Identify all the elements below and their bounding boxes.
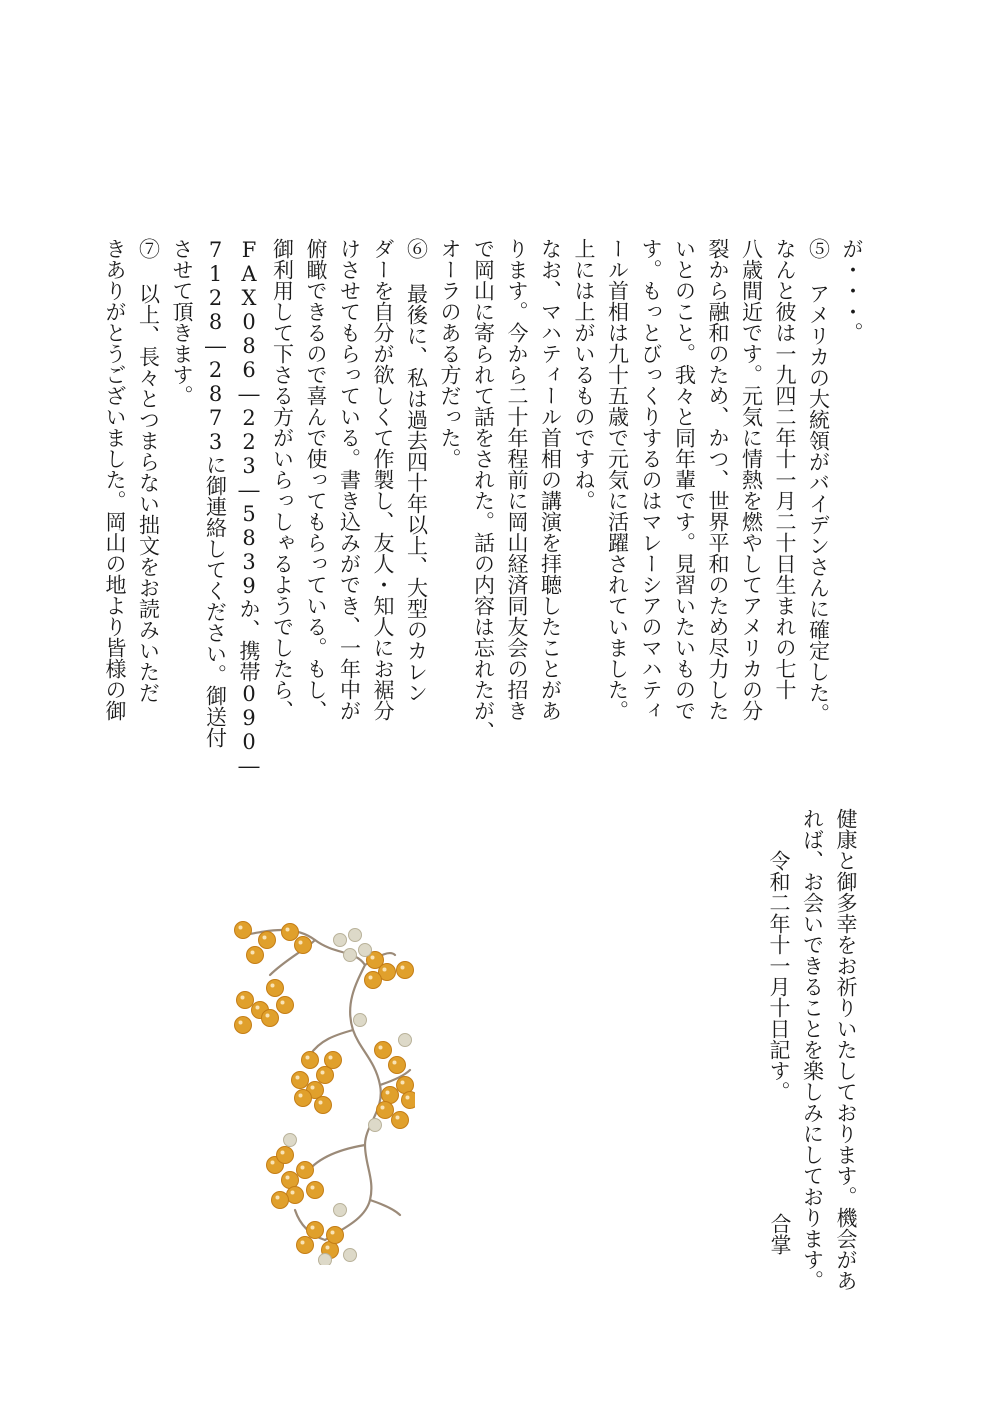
berry-highlight (299, 1094, 303, 1098)
berry-highlight (381, 1106, 385, 1110)
pale-berry (319, 1254, 332, 1266)
pale-berry (284, 1134, 297, 1147)
berry-highlight (239, 926, 243, 930)
orange-berry (377, 1102, 394, 1119)
text-line: 八歳間近です。元気に情熱を燃やしてアメリカの分 (739, 238, 764, 721)
orange-berry (292, 1072, 309, 1089)
berry-highlight (393, 1061, 397, 1065)
berry-highlight (311, 1186, 315, 1190)
text-line: 裂から融和のため、かつ、世界平和のため尽力した (706, 238, 730, 721)
berry-highlight (286, 928, 290, 932)
text-line: オーラのある方だった。 (438, 238, 462, 469)
orange-berry (315, 1097, 332, 1114)
berry-highlight (271, 984, 275, 988)
berry-highlight (256, 1006, 260, 1010)
orange-berry (365, 972, 382, 989)
berry-highlight (306, 1056, 310, 1060)
text-line: ⑥ 最後に、私は過去四十年以上、大型のカレン (404, 238, 429, 703)
text-line: いとのこと。我々と同年輩です。見習いたいもので (672, 238, 697, 721)
text-line: 俯瞰できるので喜んで使ってもらっている。もし、 (304, 238, 328, 721)
berry-highlight (311, 1226, 315, 1230)
orange-berry (397, 1077, 414, 1094)
orange-berry (287, 1187, 304, 1204)
orange-berry (267, 980, 284, 997)
text-line: が・・・。 (840, 238, 864, 343)
berry-highlight (281, 1151, 285, 1155)
berry-branch-image (215, 910, 415, 1265)
berry-highlight (379, 1046, 383, 1050)
berry-highlight (383, 968, 387, 972)
pale-berry (344, 1249, 357, 1262)
text-line: ⑤ アメリカの大統領がバイデンさんに確定した。 (806, 238, 831, 724)
berry-highlight (281, 1001, 285, 1005)
orange-berry (327, 1227, 344, 1244)
berry-highlight (321, 1071, 325, 1075)
orange-berry (237, 992, 254, 1009)
orange-berry (262, 1010, 279, 1027)
pale-berry (344, 949, 357, 962)
text-line: れば、お会いできることを楽しみにしております。 (800, 808, 825, 1291)
berry-highlight (301, 1166, 305, 1170)
berry-highlight (296, 1076, 300, 1080)
orange-berry (302, 1052, 319, 1069)
pale-berry (354, 1014, 367, 1027)
text-line: なお、マハティール首相の講演を拝聴したことがあ (538, 238, 563, 721)
orange-berry (282, 924, 299, 941)
berry-highlight (271, 1161, 275, 1165)
text-line: 御利用して下さる方がいらっしゃるようでしたら、 (270, 238, 295, 721)
berry-highlight (396, 1116, 400, 1120)
berry-highlight (299, 941, 303, 945)
pale-berry (369, 1119, 382, 1132)
berry-highlight (369, 976, 373, 980)
orange-berry (247, 947, 264, 964)
text-line: で岡山に寄られて話をされた。話の内容は忘れたが、 (471, 238, 496, 742)
orange-berry (389, 1057, 406, 1074)
orange-berry (297, 1162, 314, 1179)
letter-body-upper (103, 238, 868, 778)
closing-signoff: 合掌 (768, 1213, 792, 1255)
berry-highlight (241, 996, 245, 1000)
pale-berry (334, 934, 347, 947)
text-line: 上には上がいるものですね。 (572, 238, 596, 511)
orange-berry (325, 1052, 342, 1069)
berry-highlight (371, 956, 375, 960)
orange-berry (402, 1092, 416, 1109)
berry-branch-illustration (215, 910, 415, 1265)
text-line: なんと彼は一九四二年十一月二十日生まれの七十 (773, 238, 797, 700)
orange-berry (375, 1042, 392, 1059)
orange-berry (297, 1237, 314, 1254)
orange-berry (282, 1172, 299, 1189)
text-line: ⑦ 以上、長々とつまらない拙文をお読みいただ (136, 238, 161, 703)
orange-berry (277, 997, 294, 1014)
orange-berry (382, 1087, 399, 1104)
berry-highlight (301, 1241, 305, 1245)
text-line: けさせてもらっている。書き込みができ、一年中が (337, 238, 362, 721)
berry-highlight (286, 1176, 290, 1180)
orange-berry (295, 1090, 312, 1107)
date-line: 令和二年十一月十日記す。 (767, 850, 791, 1102)
pale-berry (399, 1034, 412, 1047)
orange-berry (307, 1182, 324, 1199)
berry-highlight (291, 1191, 295, 1195)
berry-highlight (331, 1231, 335, 1235)
berry-highlight (276, 1196, 280, 1200)
orange-berry (235, 1017, 252, 1034)
letter-body-lower (722, 808, 862, 1291)
berry-highlight (329, 1056, 333, 1060)
text-line: ール首相は九十五歳で元気に活躍されていました。 (605, 238, 630, 721)
branch-stem (370, 1200, 400, 1215)
berry-highlight (263, 936, 267, 940)
branch-stem (305, 1145, 365, 1175)
text-line: きありがとうございました。岡山の地より皆様の御 (103, 238, 127, 721)
pale-berry (359, 944, 372, 957)
berry-highlight (386, 1091, 390, 1095)
text-line: 7128―2873に御連絡してください。御送付 (203, 238, 228, 748)
orange-berry (295, 937, 312, 954)
berry-highlight (311, 1086, 315, 1090)
pale-berry (334, 1204, 347, 1217)
berry-highlight (401, 1081, 405, 1085)
orange-berry (397, 962, 414, 979)
text-line: 健康と御多幸をお祈りいたしております。機会があ (834, 808, 858, 1291)
orange-berry (272, 1192, 289, 1209)
text-line: させて頂きます。 (170, 238, 194, 406)
berry-highlight (239, 1021, 243, 1025)
text-line: ダーを自分が欲しくて作製し、友人・知人にお裾分 (371, 238, 395, 721)
text-line: FAX086―223―5839か、携帯090― (237, 238, 261, 778)
orange-berry (235, 922, 252, 939)
text-line: ります。今から二十年程前に岡山経済同友会の招き (505, 238, 529, 721)
orange-berry (317, 1067, 334, 1084)
orange-berry (307, 1222, 324, 1239)
text-line: す。もっとびっくりするのはマレーシアのマハティ (639, 238, 663, 721)
orange-berry (259, 932, 276, 949)
berry-highlight (326, 1246, 330, 1250)
orange-berry (392, 1112, 409, 1129)
orange-berry (277, 1147, 294, 1164)
berry-highlight (406, 1096, 410, 1100)
pale-berry (349, 929, 362, 942)
berry-highlight (319, 1101, 323, 1105)
berry-highlight (401, 966, 405, 970)
berry-highlight (251, 951, 255, 955)
berry-highlight (266, 1014, 270, 1018)
